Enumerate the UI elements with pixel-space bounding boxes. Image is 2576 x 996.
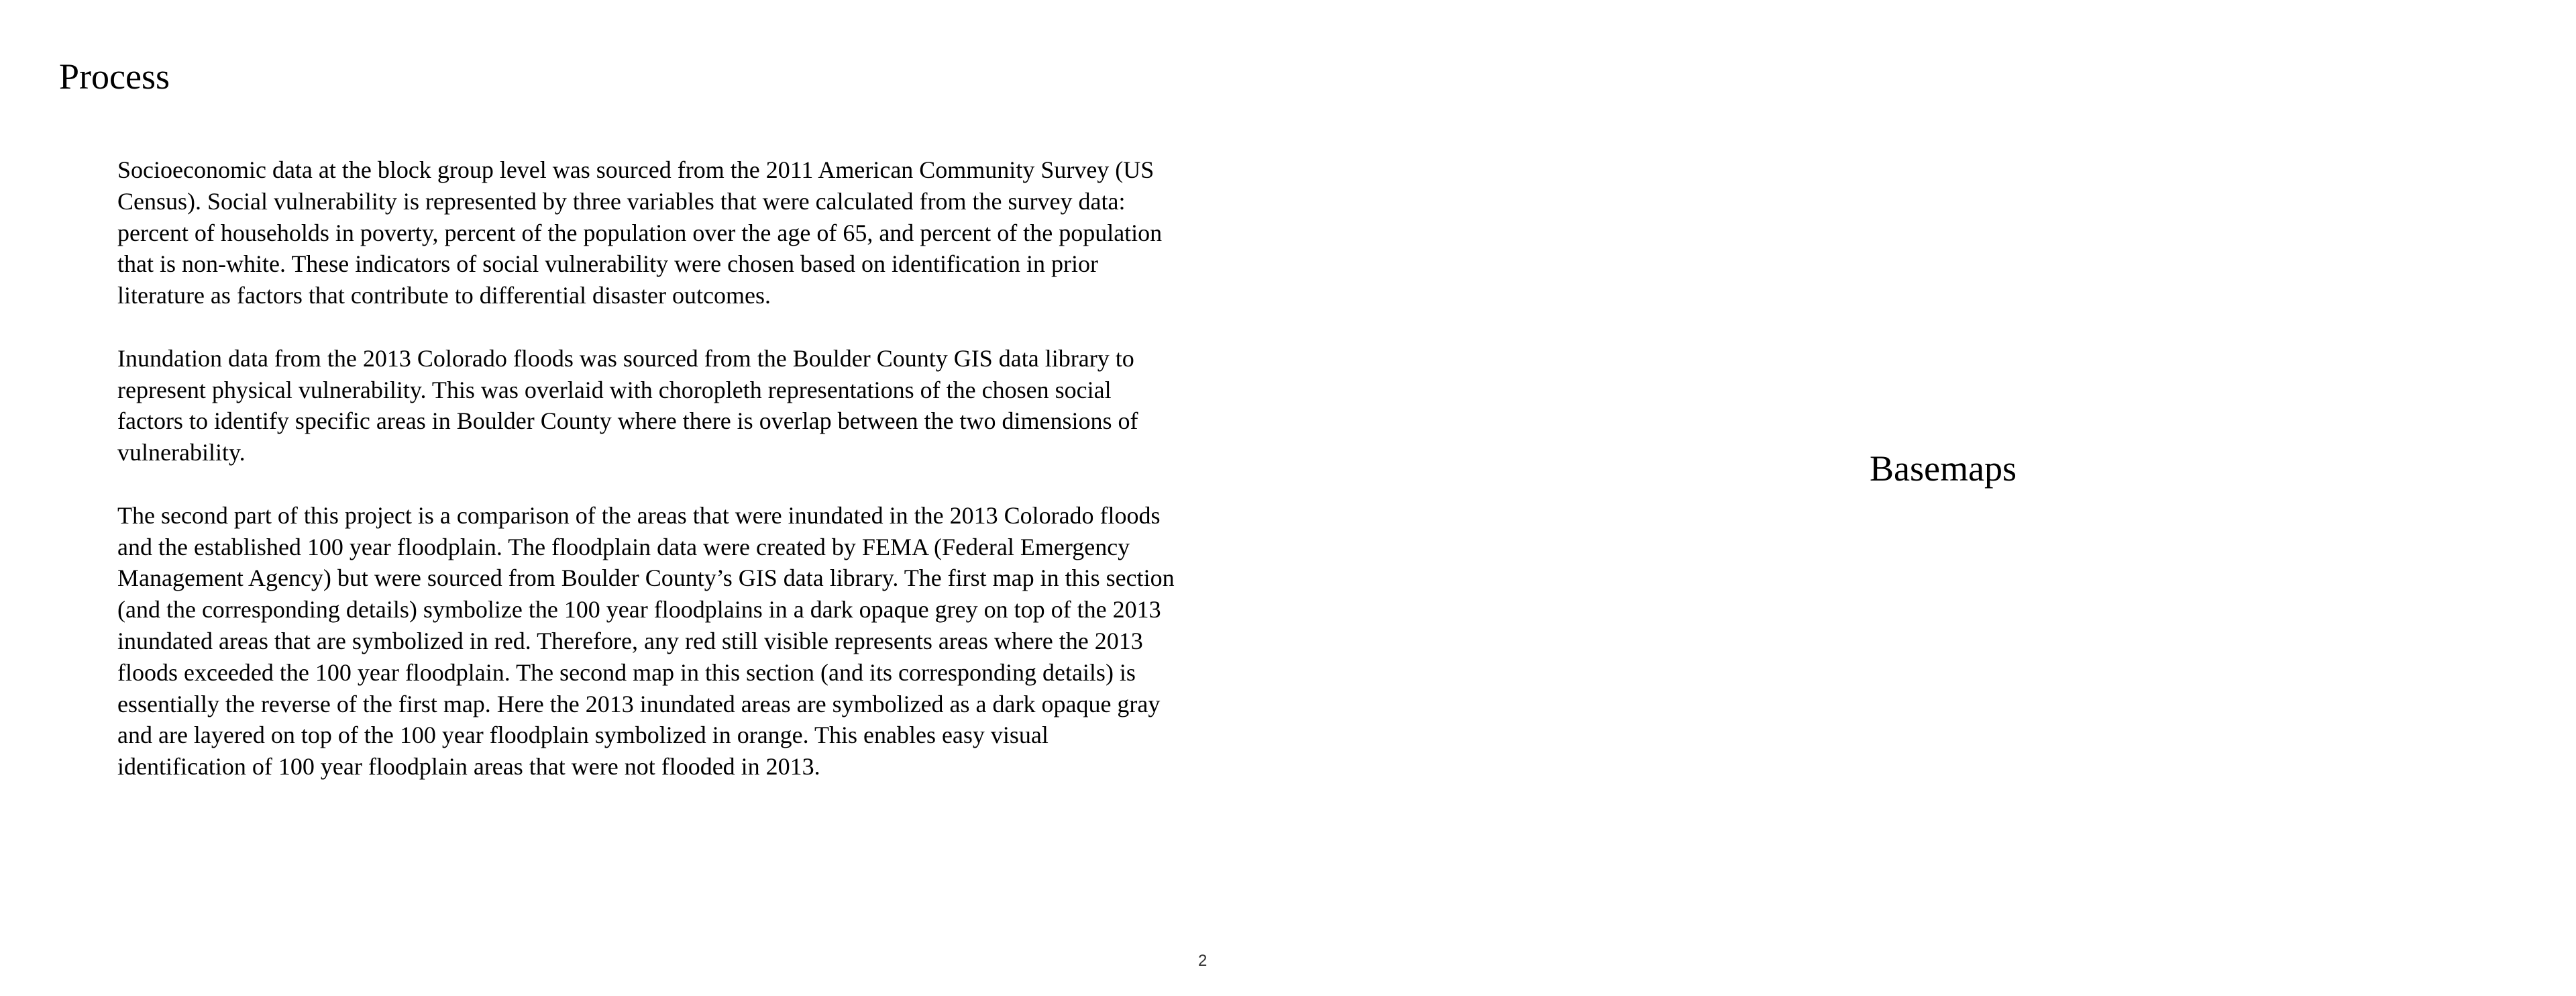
paragraph-socioeconomic-data: Socioeconomic data at the block group level was sourced from the 2011 American Community Survey (US Census). Social vulnerability is represented by three variables that were calculated from the survey data: percent of households in poverty, percent of the population over the age of 65, and percent of the population that is non-white. These indicators of social vulnerability were chosen based on identification in prior literature as factors that contribute to differential disaster outcomes. [117, 156, 1163, 309]
page-title-process: Process [59, 56, 170, 97]
paragraph-floodplain-comparison: The second part of this project is a comparison of the areas that were inundated in the 2013 Colorado floods and the established 100 year floodplain. The floodplain data were created by FEMA (Federal Emergency Management Agency) but were sourced from Boulder County’s GIS data library. The first map in this section (and the corresponding details) symbolize the 100 year floodplains in a dark opaque grey on top of the 2013 inundated areas that are symbolized in red. Therefore, any red still visible represents areas where the 2013 floods exceeded the 100 year floodplain. The second map in this section (and its corresponding details) is essentially the reverse of the first map. Here the 2013 inundated areas are symbolized as a dark opaque gray and are layered on top of the 100 year floodplain symbolized in orange. This enables easy visual identification of 100 year floodplain areas that were not flooded in 2013. [117, 501, 1175, 781]
page-number: 2 [1198, 952, 1208, 970]
paragraph-inundation-data: Inundation data from the 2013 Colorado floods was sourced from the Boulder County GIS data library to represent physical vulnerability. This was overlaid with choropleth representations of the chosen social factors to identify specific areas in Boulder County where there is overlap between the two dimensions of vulnerability. [117, 344, 1138, 466]
page-title-basemaps: Basemaps [1870, 448, 2017, 489]
process-body [117, 154, 1177, 783]
